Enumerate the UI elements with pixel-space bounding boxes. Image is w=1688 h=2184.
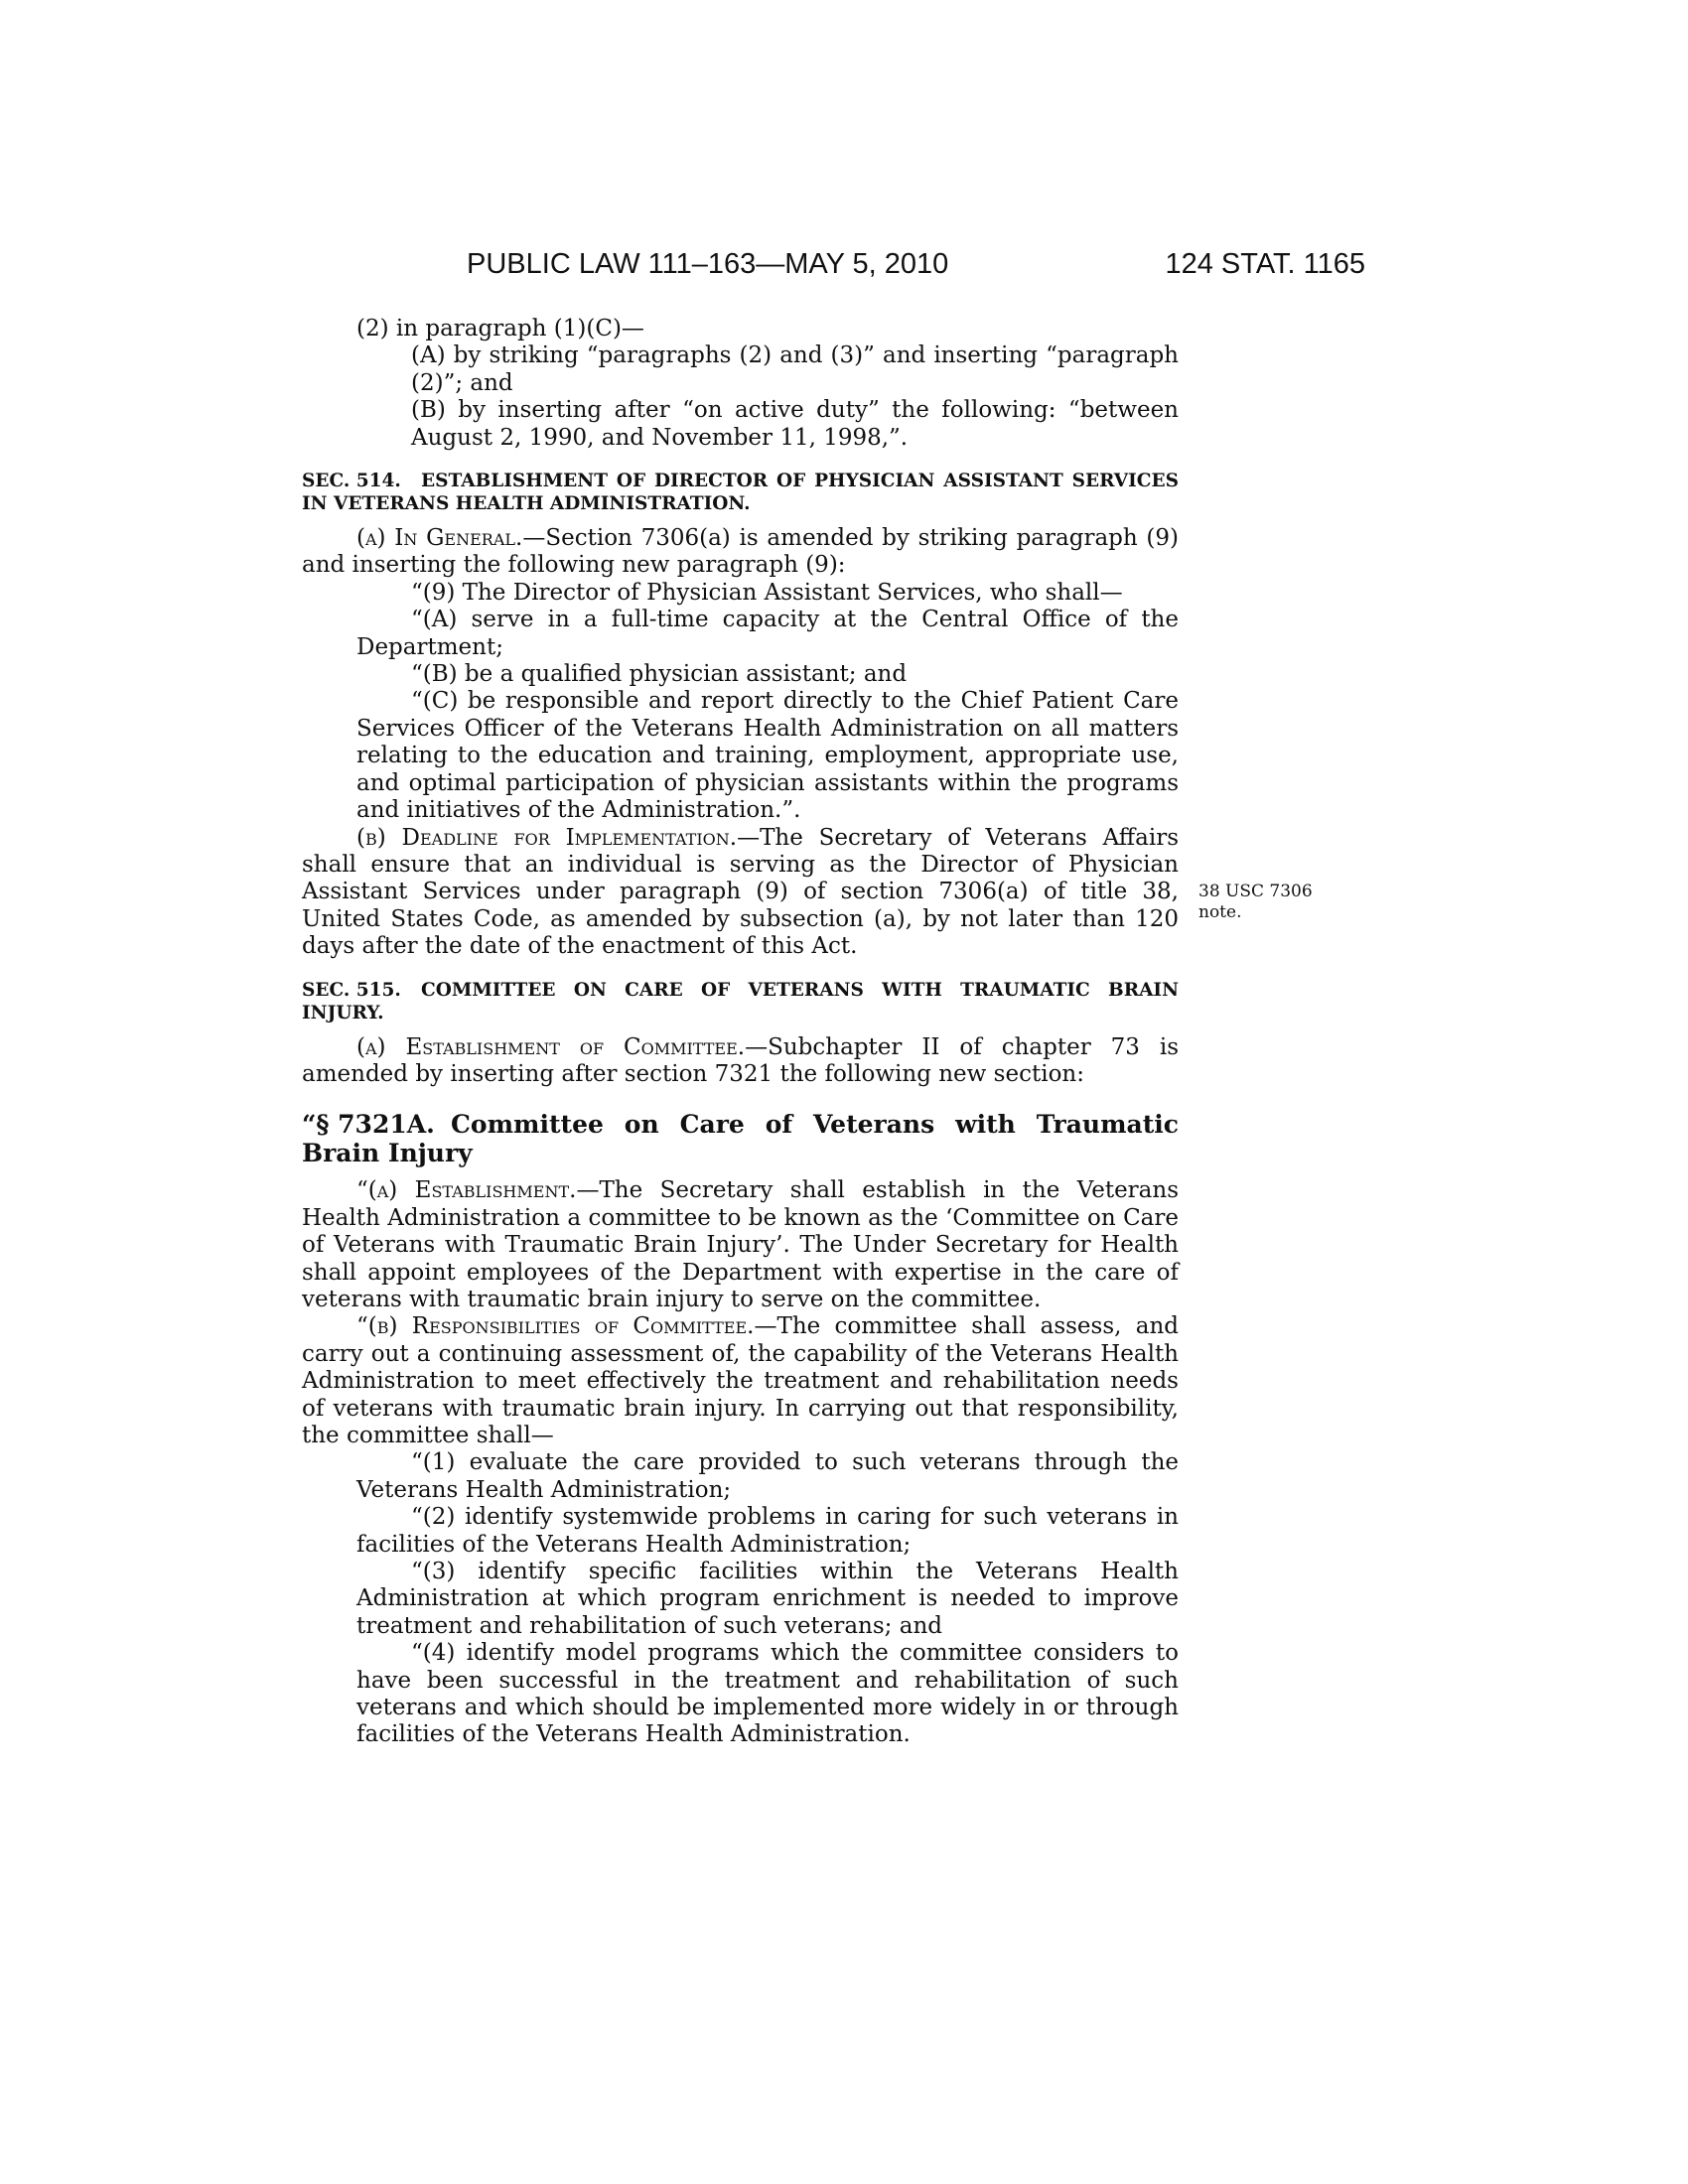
para-514-b-label: (b) Deadline for Implementation. xyxy=(356,824,738,851)
header-stat-page: 124 STAT. 1165 xyxy=(1165,248,1365,280)
section-number-514: SEC. 514. xyxy=(302,471,401,492)
para-514-a xyxy=(302,525,1179,580)
section-title-514: ESTABLISHMENT OF DIRECTOR OF PHYSICIAN ASSISTANT SERVICES IN VETERANS HEALTH ADMINISTRATION. xyxy=(302,471,1179,515)
para-515-a-label: (a) Establishment of Committee. xyxy=(356,1033,746,1060)
para-514-b-text: —The Secretary of Veterans Affairs shall ensure that an individual is serving as the Director of Physician Assistant Services under paragraph (9) of section 7306(a) of title 38, United States Code, as amended by subsection (a), by not later than 120 days after the date of the enactment of this Act. xyxy=(302,824,1179,960)
document-body xyxy=(302,316,1179,1749)
code-section-number: “§ 7321A. xyxy=(302,1110,435,1140)
header-law-citation: PUBLIC LAW 111–163—MAY 5, 2010 xyxy=(467,248,949,280)
running-header xyxy=(467,248,1365,288)
para-514-a-text: —Section 7306(a) is amended by striking paragraph (9) and inserting the following new paragraph (9): xyxy=(302,525,1180,579)
para-514-a-label: (a) In General. xyxy=(356,525,523,552)
para-7321A-b-text: —The committee shall assess, and carry out a continuing assessment of, the capability of the Veterans Health Administration to meet effectively the treatment and rehabilitation needs of veterans with traumatic brain injury. In carrying out that responsibility, the committee shall— xyxy=(302,1313,1179,1448)
section-heading-515 xyxy=(302,979,1179,1024)
para-intro-B-text: (B) by inserting after “on active duty” the following: “between August 2, 1990, and November 11, 1998,”. xyxy=(411,397,1179,451)
para-7321A-a-text: —The Secretary shall establish in the Veterans Health Administration a committee to be known as the ‘Committee on Care of Veterans with Traumatic Brain Injury’. The Under Secretary for Health shall appoint employees of the Department with expertise in the care of veterans with traumatic brain injury to serve on the committee. xyxy=(302,1177,1180,1312)
code-section-heading xyxy=(302,1110,1179,1167)
para-7321A-a xyxy=(302,1177,1179,1313)
para-514-9: “(9) The Director of Physician Assistant Services, who shall— xyxy=(411,579,1123,606)
margin-note xyxy=(1198,882,1328,923)
margin-note-line1: 38 USC 7306 xyxy=(1198,882,1313,901)
code-section-title: Committee on Care of Veterans with Traumatic Brain Injury xyxy=(302,1110,1179,1168)
para-intro-B xyxy=(302,397,1179,452)
para-intro-A xyxy=(302,342,1179,397)
margin-note-line2: note. xyxy=(1198,902,1242,922)
para-514-C: “(C) be responsible and report directly to the Chief Patient Care Services Officer of the Veterans Health Administration on all matters relating to the education and training, employment, appropriate use, and optimal participation of physician assistants within the programs and initiatives of the Administration.”. xyxy=(356,688,1179,824)
para-intro-2: (2) in paragraph (1)(C)— xyxy=(356,316,644,341)
para-515-a xyxy=(302,1034,1179,1089)
section-title-515: COMMITTEE ON CARE OF VETERANS WITH TRAUMATIC BRAIN INJURY. xyxy=(302,979,1179,1024)
para-7321A-3: “(3) identify specific facilities within the Veterans Health Administration at which program enrichment is needed to improve treatment and rehabilitation of such veterans; and xyxy=(356,1559,1179,1639)
para-7321A-b-label: “(b) Responsibilities of Committee. xyxy=(356,1313,755,1340)
para-7321A-2: “(2) identify systemwide problems in caring for such veterans in facilities of the Veterans Health Administration; xyxy=(356,1504,1179,1558)
para-515-a-text: —Subchapter II of chapter 73 is amended by inserting after section 7321 the following new section: xyxy=(302,1033,1180,1087)
para-7321A-4: “(4) identify model programs which the committee considers to have been successful in the treatment and rehabilitation of such veterans and which should be implemented more widely in or through facilities of the Veterans Health Administration. xyxy=(356,1640,1179,1748)
para-514-A: “(A) serve in a full-time capacity at the Central Office of the Department; xyxy=(356,607,1179,660)
para-7321A-1: “(1) evaluate the care provided to such veterans through the Veterans Health Administration; xyxy=(356,1449,1179,1503)
para-514-b xyxy=(302,825,1179,961)
para-7321A-b xyxy=(302,1313,1179,1449)
para-7321A-a-label: “(a) Establishment. xyxy=(356,1177,577,1204)
para-intro-A-text: (A) by striking “paragraphs (2) and (3)” and inserting “paragraph (2)”; and xyxy=(411,342,1179,396)
section-heading-514 xyxy=(302,470,1179,515)
section-number-515: SEC. 515. xyxy=(302,979,401,1001)
para-514-B: “(B) be a qualified physician assistant; and xyxy=(411,661,908,688)
